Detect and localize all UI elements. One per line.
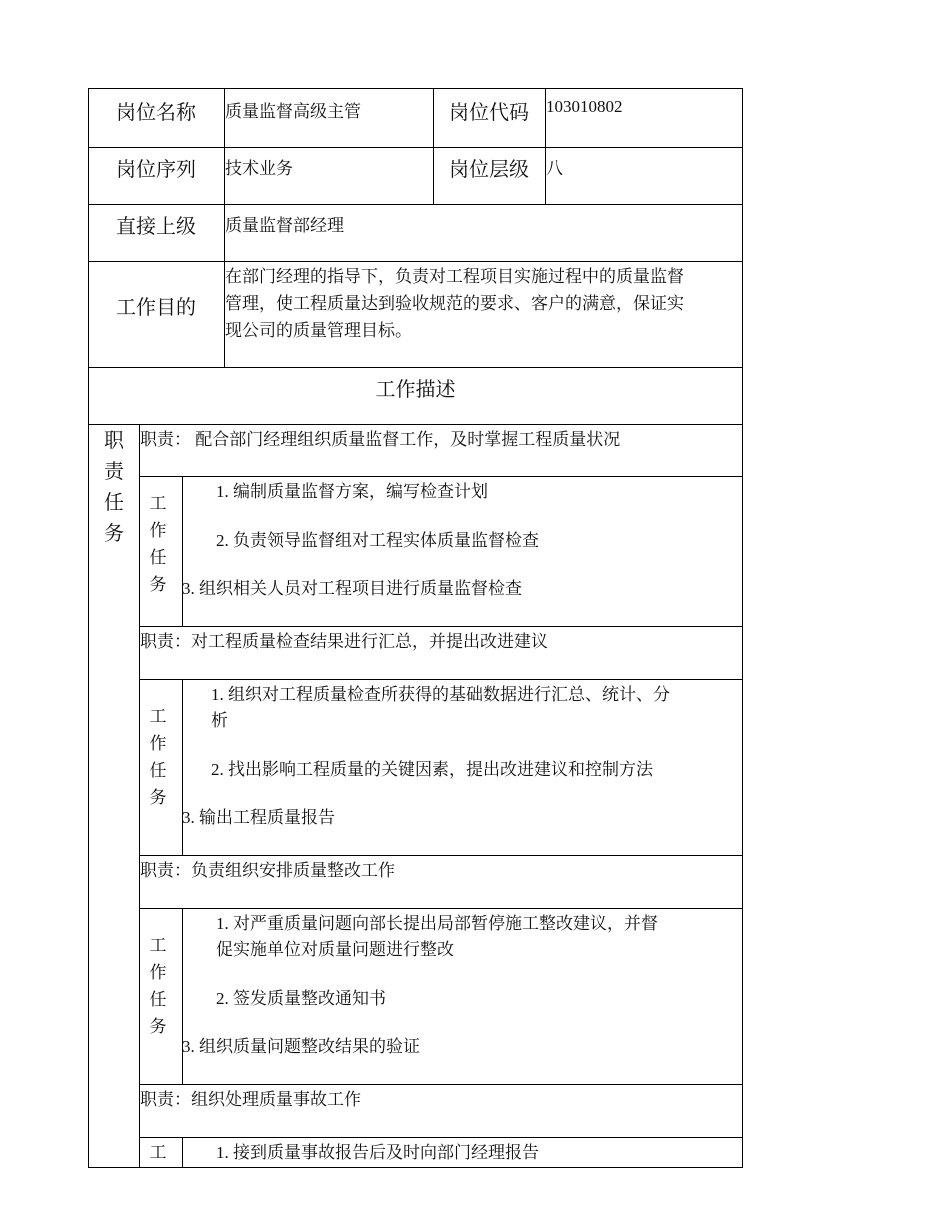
task-label: 工 作 任 务 bbox=[149, 936, 167, 1036]
row-divider bbox=[88, 367, 743, 368]
task-item: 2. 找出影响工程质量的关键因素，提出改进建议和控制方法 bbox=[211, 760, 653, 779]
job-description-table bbox=[88, 88, 743, 1168]
row-divider bbox=[88, 147, 743, 148]
row-divider bbox=[139, 1137, 743, 1138]
row-divider bbox=[88, 261, 743, 262]
position-name-label: 岗位名称 bbox=[116, 102, 196, 124]
position-code-value: 103010802 bbox=[546, 97, 623, 116]
level-label: 岗位层级 bbox=[449, 159, 529, 181]
table-border-left bbox=[88, 88, 89, 1168]
superior-value: 质量监督部经理 bbox=[225, 216, 344, 235]
task-item: 1. 接到质量事故报告后及时向部门经理报告 bbox=[216, 1143, 539, 1162]
task-item: 促实施单位对质量问题进行整改 bbox=[216, 940, 454, 959]
row-divider bbox=[139, 855, 743, 856]
row-divider bbox=[88, 204, 743, 205]
duty-label: 职 责 任 务 bbox=[104, 430, 124, 545]
purpose-label: 工作目的 bbox=[116, 297, 196, 319]
position-name-value: 质量监督高级主管 bbox=[225, 102, 361, 121]
column-divider bbox=[182, 476, 183, 626]
task-label: 工 作 任 务 bbox=[149, 707, 167, 807]
column-divider bbox=[139, 424, 140, 1168]
table-border-right bbox=[742, 88, 743, 1168]
column-divider bbox=[182, 1137, 183, 1168]
sequence-value: 技术业务 bbox=[225, 159, 293, 178]
table-border-top bbox=[88, 88, 743, 89]
sequence-label: 岗位序列 bbox=[116, 159, 196, 181]
purpose-line: 管理，使工程质量达到验收规范的要求、客户的满意，保证实 bbox=[225, 294, 684, 313]
task-item: 3. 输出工程质量报告 bbox=[182, 808, 335, 827]
task-item: 1. 组织对工程质量检查所获得的基础数据进行汇总、统计、分 bbox=[211, 685, 670, 704]
row-divider bbox=[139, 626, 743, 627]
level-value: 八 bbox=[546, 159, 563, 178]
superior-label: 直接上级 bbox=[116, 216, 196, 238]
task-label-partial: 工 bbox=[149, 1143, 167, 1162]
task-item: 1. 对严重质量问题向部长提出局部暂停施工整改建议，并督 bbox=[216, 914, 658, 933]
duty-title: 职责： 配合部门经理组织质量监督工作，及时掌握工程质量状况 bbox=[140, 430, 621, 449]
table-border-bottom bbox=[88, 1167, 743, 1168]
task-item: 3. 组织相关人员对工程项目进行质量监督检查 bbox=[182, 579, 522, 598]
duty-title: 职责：负责组织安排质量整改工作 bbox=[140, 861, 395, 880]
purpose-line: 在部门经理的指导下，负责对工程项目实施过程中的质量监督 bbox=[225, 267, 684, 286]
row-divider bbox=[139, 476, 743, 477]
row-divider bbox=[88, 424, 743, 425]
task-label: 工 作 任 务 bbox=[149, 494, 167, 594]
row-divider bbox=[139, 679, 743, 680]
task-item: 1. 编制质量监督方案，编写检查计划 bbox=[216, 482, 488, 501]
position-code-label: 岗位代码 bbox=[449, 102, 529, 124]
purpose-line: 现公司的质量管理目标。 bbox=[225, 321, 412, 340]
task-item: 析 bbox=[211, 711, 228, 730]
duty-title: 职责：对工程质量检查结果进行汇总，并提出改进建议 bbox=[140, 632, 548, 651]
duty-title: 职责：组织处理质量事故工作 bbox=[140, 1090, 361, 1109]
row-divider bbox=[139, 908, 743, 909]
task-item: 3. 组织质量问题整改结果的验证 bbox=[182, 1037, 420, 1056]
task-item: 2. 签发质量整改通知书 bbox=[216, 989, 386, 1008]
task-item: 2. 负责领导监督组对工程实体质量监督检查 bbox=[216, 531, 539, 550]
description-title: 工作描述 bbox=[375, 379, 456, 401]
row-divider bbox=[139, 1084, 743, 1085]
